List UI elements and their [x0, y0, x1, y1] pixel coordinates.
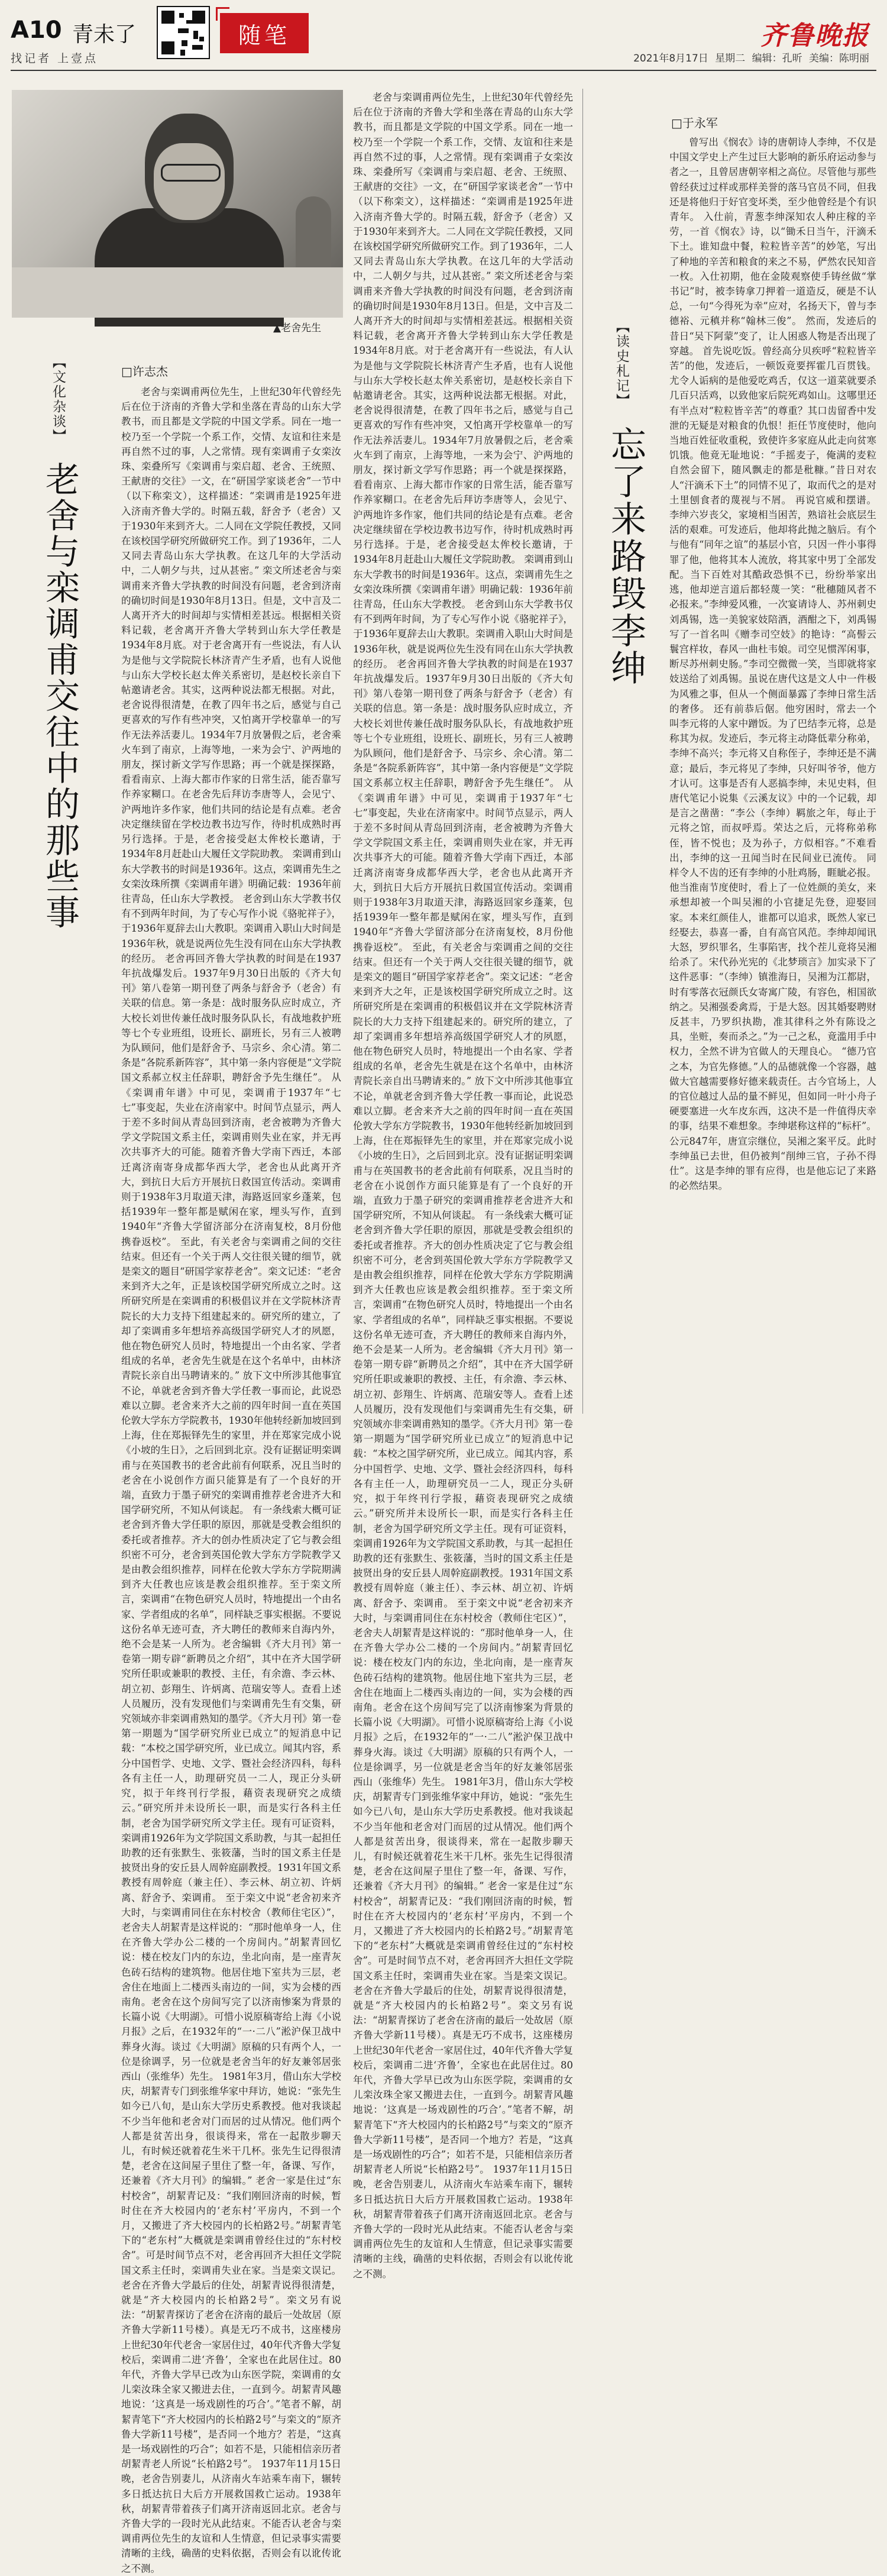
page-number: A10 [11, 17, 62, 44]
photo-figure-glasses [161, 164, 221, 182]
issue-meta [633, 50, 869, 64]
photo-desk [12, 267, 343, 318]
newspaper-logo: 齐鲁晚报 [760, 21, 869, 51]
right-article-body: 曾写出《悯农》诗的唐朝诗人李绅，不仅是中国文学史上产生过巨大影响的新乐府运动参与者之一，且曾居唐朝宰相之高位。尽管他与那些曾经获过过样或那样美誉的落马官员不同，但我还是将他归于好官变坏类，至少他曾经是个有识青年。 入仕前，青葱李绅深知农人种庄稼的辛劳，一首《悯农》诗，以“锄禾日当午，汗滴禾下土。谁知盘中餐，粒粒皆辛苦”的妙笔，写出了种地的辛苦和粮食的来之不易，俨然农民知音一枚。入仕初期，他在金陵观察使手铸丝做“掌书记”时，被李铸拿刀押着一道造反，硬是不认总，一句“今得死为幸”应对，名扬天下，曾与李德裕、元稹并称“翰林三俊”。 然而，发迹后的昔日“吴下阿蒙”变了，让人困惑人物是否出现了穿越。 首先说吃饭。曾经高分贝疾呼“粒粒皆辛苦”的他，发迹后，一顿饭竟要挥霍几百贯钱。尤令人诟病的是他爱吃鸡舌，仅这一道菜就要杀几百只活鸡，以致他家后院死鸡如山。这哪里还有半点对“粒粒皆辛苦”的尊重？其口齿留香中发泄的无疑是对粮食的仇恨！拒任节度使时，他向当地百姓征收重税，致使许多家庭从此走向贫寒饥饿。他竟无耻地说：“手摇麦子，俺满的麦粒自然会留下，随风飘走的都是秕糠。”昔日对农人“汗滴禾下土”的同情不见了，取而代之的是对土里刨食者的蔑视与不屑。 再说官威和摆谱。李绅六岁丧父，家境相当困苦，熟谙社会底层生活的艰难。可发迹后，他却将此抛之脑后。有个与他有“同年之谊”的基层小官，只因一件小事得罪了他，他将其本人流放，将其家中男丁全部发配。当下百姓对其酷政恐惧不已，纷纷举家出逃，他却逆言道后都轻蔑一笑：“秕穗随风者不必报来。”李绅爱风雅，一次宴请诗人、苏州刺史刘禹锡，选一美貌家妓陪酒，酒酣之下，刘禹锡写了一首名叫《赠李司空妓》的艳诗：“高髻云鬟宫样妆，春风一曲杜韦娘。司空见惯浑闲事，断尽苏州刺史肠。”李司空微微一笑，当即就将家妓送给了刘禹锡。虽说在唐代这是文人中一件极为风雅之事，但从一个侧面暴露了李绅日常生活的奢侈。 还有前恭后倨。他穷困时，常去一个叫李元将的人家中蹭饭。为了巴结李元将，总是称其为叔。发迹后，李元将主动降低辈分称弟，李绅不高兴；李元将又自称侄子，李绅还是不满意；最后，李元将见了李绅，只好叫爷爷，他方才认可。这事是否有人恶搞李绅，未见史料，但唐代笔记小说集《云溪友议》中的一个记载，却是言之凿凿：“李公（李绅）羁旅之年，每止于元将之馆，而叔呼焉。荣达之后，元将称弟称侄，皆不悦也；及为孙子，方似相容。”不难看出，李绅的这一丑闻当时在民间业已流传。 同样令人不齿的还有李绅的小肚鸡肠，睚眦必报。他当淮南节度使时，看上了一位姓颜的美女，来承想却被一个叫吴湘的小官捷足先登，迎娶回家。本来红颜佳人，谁都可以追求，既然人家已经娶去，恭喜一番，自有高官风范。李绅却闻讯大怒，罗织罪名，生事陷害，找个茬儿竟将吴湘给杀了。宋代孙光宪的《北梦琐言》加实录下了这件恶事：“（李绅）镇淮海日，吴湘为江都尉，时有零落衣冠颜氏女寄寓广陵，有容色，相国欲纳之。吴湘强委禽焉，于是大怒。因其婚娶聘财反甚丰，乃罗织执勘，准其律科之外有陈设之具，坐赃，奏而杀之。”为一己之私，竟滥用手中权力，全然不讲为官做人的天理良心。 “德乃官之本，为官先修德。”人的品德就像一个容器，越做大官越需要修好德来载责任。古今官场上，人的官位越过人品的量不鲜见，但如同一叶小舟子硬要塞进一火车皮东西，这决不是一件值得庆幸的事，结果不难想象。李绅堪称这样的“标杆”。公元847年，唐宣宗继位，吴湘之案平反。此时李绅虽已去世，但仍被判“削绅三官，子孙不得仕”。这是李绅的罪有应得，也是他忘记了来路的必然结果。 [669, 137, 876, 1192]
column-divider [582, 89, 583, 1414]
photo-figure-face [154, 143, 225, 220]
left-article-body-col1: 老舍与栾调甫两位先生，上世纪30年代曾经先后在位于济南的齐鲁大学和坐落在青岛的山东大学教书，而且都是文学院的中国文学系。同在一地一校乃至一个学院一个系工作，交情、友谊和往来是再自然不过的事，人之常情。现有栾调甫子女栾汝珠、栾叠所写《栾调甫与栾启超、老舍、王统照、王献唐的交往》一文，在“研国学家谈老舍”一节中（以下称栾文），这样描述：“栾调甫是1925年进入济南齐鲁大学的。时隔五载，舒舍予（老舍）又于1930年来到齐大。二人同在文学院任教授，又同在该校国学研究所做研究工作。到了1936年，二人又同去青岛山东大学执教。在这几年的大学活动中，二人朝夕与共，过从甚密。” 栾文所述老舍与栾调甫来齐鲁大学执教的时间没有问题，老舍到济南的确切时间是1930年8月13日。但是，文中言及二人离开齐大的时间却与实情相差甚远。根据相关资料记载，老舍离开齐鲁大学转到山东大学任教是1934年8月底。对于老舍离开有一些说法，有人认为是他与文学院院长林济青产生矛盾，也有人说他与山东大学校长赵太侔关系密切，是赵校长亲自下帖邀请老舍。其实，这两种说法都无根据。对此，老舍说得很清楚，在教了四年书之后，感觉与自己更喜欢的写作有些冲突，又怕离开学校靠单一的写作无法养活妻儿。1934年7月放暑假之后，老舍乘火车到了南京，上海等地，一来为会宁、沪两地的朋友，探讨新文学写作思路；再一个就是探探路，看看南京、上海大都市作家的日常生活，能否靠写作养家糊口。在老舍先后拜访李唐等人，会见宁、沪两地许多作家，他们共同的结论是有点难。老舍决定继续留在学校边教书边写作，待时机成熟时再另行选择。于是，老舍接受赵太侔校长邀请，于1934年8月赶赴山大履任文学院助教。 栾调甫到山东大学教书的时间是1936年。这点，栾调甫先生之女栾汝珠所撰《栾调甫年谱》明确记载：1936年前往青岛，任山东大学教授。 老舍到山东大学教书仅有不到两年时间，为了专心写作小说《骆驼祥子》，于1936年夏辞去山大教职。栾调甫入职山大时间是1936年秋，就是说两位先生没有同在山东大学执教的经历。 老舍再回齐鲁大学执教的时间是在1937年抗战爆发后。1937年9月30日出版的《齐大旬刊》第八卷第一期刊登了两条与舒舍予（老舍）有关联的信息。第一条是：战时服务队应时成立，齐大校长刘世传兼任战时服务队队长，有战地救护班等七个专业班组，设班长、副班长，另有三人被聘为队顾问，他们是舒舍予、马宗乡、余心清。第二条是“各院系新阵容”，其中第一条内容便是“文学院国文系郝立权主任辞职，聘舒舍予先生继任”。 从《栾调甫年谱》中可见，栾调甫于1937年“七七”事变起，失业在济南家中。时间节点显示，两人于差不多时间从青岛回到济南，老舍被聘为齐鲁大学文学院国文系主任，栾调甫则失业在家，并无再次共事齐大的可能。随着齐鲁大学南下西迁，本部迁离济南寄身成都华西大学，老舍也从此离开齐大，到抗日大后方开展抗日救国宣传活动。栾调甫则于1938年3月取道天津，海路返回家乡蓬莱，包括1939年一整年都是赋闲在家，埋头写作，直到1940年“齐鲁大学留济部分在济南复校，8月份他携眷返校”。 至此，有关老舍与栾调甫之间的交往结束。但还有一个关于两人交往很关键的细节，就是栾文的题目“研国学家荐老舍”。栾文记述：“老舍来到齐大之年，正是该校国学研究所成立之时。这所研究所是在栾调甫的积极倡议并在文学院林济青院长的大力支持下组建起来的。研究所的建立，了却了栾调甫多年想培养高级国学研究人才的夙愿，他在物色研究人员时，特地提出一个由名家、学者组成的名单，老舍先生就是在这个名单中，由林济青院长亲自出马聘请来的。” 放下文中所涉其他事宜不论，单就老舍到齐鲁大学任教一事而论，此说恐难以立脚。老舍来齐大之前的四年时间一直在英国伦敦大学东方学院教书，1930年他转经新加坡回到上海，住在郑振铎先生的家里，并在郑家完成小说《小坡的生日》，之后回到北京。没有证据证明栾调甫与在英国教书的老舍此前有何联系，况且当时的老舍在小说创作方面只能算是有了一个良好的开端，直致力于墨子研究的栾调甫推荐老舍进齐大和国学研究所，不知从何谈起。 有一条线索大概可证老舍到齐鲁大学任职的原因，那就是受教会组织的委托或者推荐。齐大的创办性质决定了它与教会组织密不可分，老舍到英国伦敦大学东方学院教学又是由教会组织推荐，同样在伦敦大学东方学院期满到齐大任教也应该是教会组织推荐。至于栾文所言，栾调甫“在物色研究人员时，特地提出一个由名家、学者组成的名单”，同样缺乏事实根据。不要说这份名单无迹可查，齐大聘任的教师来自海内外，绝不会是某一人所为。老舍编辑《齐大月刊》第一卷第一期专辟“新聘员之介绍”，其中在齐大国学研究所任职或兼职的教授、主任，有余澹、李云林、胡立初、彭翔生、许炳离、范瑞安等人。查看上述人员履历，没有发现他们与栾调甫先生有交集，研究领域亦非栾调甫熟知的墨学。《齐大月刊》第一卷第一期题为“国学研究所业已成立”的短消息中记载：“本校之国学研究所，业已成立。闻其内容，系分中国哲学、史地、文学、暨社会经济四科，每科各有主任一人，助理研究员一二人，现正分头研究，拟于年终刊行学报，藉资表现研究之成绩云。”研究所并未设所长一职，而是实行各科主任制，老舍为国学研究所文学主任。现有可证资料，栾调甫1926年为文学院国文系助教，与其一起担任助教的还有张默生、张筱藩，当时的国文系主任是披贤出身的安丘县人周幹庭副教授。1931年国文系教授有周幹庭（兼主任）、李云林、胡立初、许炳离、舒舍予、栾调甫。 至于栾文中说“老舍初来齐大时，与栾调甫同住在东村校舍（教师住宅区）”，老舍夫人胡絜青是这样说的：“那时他单身一人，住在齐鲁大学办公二楼的一个房间内。”胡絜青回忆说：楼在校友门内的东边，坐北向南，是一座青灰色砖石结构的建筑物。他居住地下室共为三层，老舍住在地面上二楼西头南边的一间，实为会楼的西南角。老舍在这个房间写完了以济南惨案为背景的长篇小说《大明湖》。可惜小说原稿寄给上海《小说月报》之后，在1932年的“一·二八”淞沪保卫战中葬身火海。谈过《大明湖》原稿的只有两个人，一位是徐调孚，另一位就是老舍当年的好友兼邻居张西山（张维华）先生。 1981年3月，借山东大学校庆，胡絜青专门到张维华家中拜访，她说：“张先生如今已八旬，是山东大学历史系教授。他对我谈起不少当年他和老舍对门而居的过从情况。他们两个人都是贫苦出身，很谈得来，常在一起散步聊天儿，有时候还就着花生米干几杯。张先生记得很清楚，老舍在这间屋子里住了整一年，备课、写作，还兼着《齐大月刊》的编辑。” 老舍一家是住过“东村校舍”，胡絜青记及：“我们刚回济南的时候，暂时住在齐大校园内的‘老东村’平房内，不到一个月，又搬进了齐大校园内的长柏路2号。”胡絜青笔下的“老东村”大概就是栾调甫曾经住过的“东村校舍”。可是时间节点不对，老舍再回齐大担任文学院国文系主任时，栾调甫失业在家。当是栾文误记。 老舍在齐鲁大学最后的住处，胡絜青说得很清楚，就是“齐大校园内的长柏路2号”。栾文另有说法：“胡絜青探访了老舍在济南的最后一处故居（原齐鲁大学新11号楼）。真是无巧不成书，这座楼房上世纪30年代老舍一家居住过，40年代齐鲁大学复校后，栾调甫二进‘齐鲁’，全家也在此居住过。80年代，齐鲁大学早已改为山东医学院，栾调甫的女儿栾汝珠全家又搬进去住，一直到今。胡絜青风趣地说：‘这真是一场戏剧性的巧合’。”笔者不解，胡絜青笔下“齐大校园内的长柏路2号”与栾文的“原齐鲁大学新11号楼”，是否同一个地方？若是，“这真是一场戏剧性的巧合”；如若不是，只能相信亲历者胡絜青老人所说“长柏路2号”。 1937年11月15日晚，老舍告别妻儿，从济南火车站乘车南下，辗转多日抵达抗日大后方开展救国救亡运动。1938年秋，胡絜青带着孩子们离开济南返回北京。老舍与齐鲁大学的一段时光从此结束。不能否认老舍与栾调甫两位先生的友谊和人生情意，但记录事实需要清晰的主线，确凿的史料依据，否则会有以讹传讹之不测。 [121, 386, 341, 2574]
left-article-body-col2: 老舍与栾调甫两位先生，上世纪30年代曾经先后在位于济南的齐鲁大学和坐落在青岛的山东大学教书，而且都是文学院的中国文学系。同在一地一校乃至一个学院一个系工作，交情、友谊和往来是再自然不过的事，人之常情。现有栾调甫子女栾汝珠、栾叠所写《栾调甫与栾启超、老舍、王统照、王献唐的交往》一文，在“研国学家谈老舍”一节中（以下称栾文），这样描述：“栾调甫是1925年进入济南齐鲁大学的。时隔五载，舒舍予（老舍）又于1930年来到齐大。二人同在文学院任教授，又同在该校国学研究所做研究工作。到了1936年，二人又同去青岛山东大学执教。在这几年的大学活动中，二人朝夕与共，过从甚密。” 栾文所述老舍与栾调甫来齐鲁大学执教的时间没有问题，老舍到济南的确切时间是1930年8月13日。但是，文中言及二人离开齐大的时间却与实情相差甚远。根据相关资料记载，老舍离开齐鲁大学转到山东大学任教是1934年8月底。对于老舍离开有一些说法，有人认为是他与文学院院长林济青产生矛盾，也有人说他与山东大学校长赵太侔关系密切，是赵校长亲自下帖邀请老舍。其实，这两种说法都无根据。对此，老舍说得很清楚，在教了四年书之后，感觉与自己更喜欢的写作有些冲突，又怕离开学校靠单一的写作无法养活妻儿。1934年7月放暑假之后，老舍乘火车到了南京，上海等地，一来为会宁、沪两地的朋友，探讨新文学写作思路；再一个就是探探路，看看南京、上海大都市作家的日常生活，能否靠写作养家糊口。在老舍先后拜访李唐等人，会见宁、沪两地许多作家，他们共同的结论是有点难。老舍决定继续留在学校边教书边写作，待时机成熟时再另行选择。于是，老舍接受赵太侔校长邀请，于1934年8月赶赴山大履任文学院助教。 栾调甫到山东大学教书的时间是1936年。这点，栾调甫先生之女栾汝珠所撰《栾调甫年谱》明确记载：1936年前往青岛，任山东大学教授。 老舍到山东大学教书仅有不到两年时间，为了专心写作小说《骆驼祥子》，于1936年夏辞去山大教职。栾调甫入职山大时间是1936年秋，就是说两位先生没有同在山东大学执教的经历。 老舍再回齐鲁大学执教的时间是在1937年抗战爆发后。1937年9月30日出版的《齐大旬刊》第八卷第一期刊登了两条与舒舍予（老舍）有关联的信息。第一条是：战时服务队应时成立，齐大校长刘世传兼任战时服务队队长，有战地救护班等七个专业班组，设班长、副班长，另有三人被聘为队顾问，他们是舒舍予、马宗乡、余心清。第二条是“各院系新阵容”，其中第一条内容便是“文学院国文系郝立权主任辞职，聘舒舍予先生继任”。 从《栾调甫年谱》中可见，栾调甫于1937年“七七”事变起，失业在济南家中。时间节点显示，两人于差不多时间从青岛回到济南，老舍被聘为齐鲁大学文学院国文系主任，栾调甫则失业在家，并无再次共事齐大的可能。随着齐鲁大学南下西迁，本部迁离济南寄身成都华西大学，老舍也从此离开齐大，到抗日大后方开展抗日救国宣传活动。栾调甫则于1938年3月取道天津，海路返回家乡蓬莱，包括1939年一整年都是赋闲在家，埋头写作，直到1940年“齐鲁大学留济部分在济南复校，8月份他携眷返校”。 至此，有关老舍与栾调甫之间的交往结束。但还有一个关于两人交往很关键的细节，就是栾文的题目“研国学家荐老舍”。栾文记述：“老舍来到齐大之年，正是该校国学研究所成立之时。这所研究所是在栾调甫的积极倡议并在文学院林济青院长的大力支持下组建起来的。研究所的建立，了却了栾调甫多年想培养高级国学研究人才的夙愿，他在物色研究人员时，特地提出一个由名家、学者组成的名单，老舍先生就是在这个名单中，由林济青院长亲自出马聘请来的。” 放下文中所涉其他事宜不论，单就老舍到齐鲁大学任教一事而论，此说恐难以立脚。老舍来齐大之前的四年时间一直在英国伦敦大学东方学院教书，1930年他转经新加坡回到上海，住在郑振铎先生的家里，并在郑家完成小说《小坡的生日》，之后回到北京。没有证据证明栾调甫与在英国教书的老舍此前有何联系，况且当时的老舍在小说创作方面只能算是有了一个良好的开端，直致力于墨子研究的栾调甫推荐老舍进齐大和国学研究所，不知从何谈起。 有一条线索大概可证老舍到齐鲁大学任职的原因，那就是受教会组织的委托或者推荐。齐大的创办性质决定了它与教会组织密不可分，老舍到英国伦敦大学东方学院教学又是由教会组织推荐，同样在伦敦大学东方学院期满到齐大任教也应该是教会组织推荐。至于栾文所言，栾调甫“在物色研究人员时，特地提出一个由名家、学者组成的名单”，同样缺乏事实根据。不要说这份名单无迹可查，齐大聘任的教师来自海内外，绝不会是某一人所为。老舍编辑《齐大月刊》第一卷第一期专辟“新聘员之介绍”，其中在齐大国学研究所任职或兼职的教授、主任，有余澹、李云林、胡立初、彭翔生、许炳离、范瑞安等人。查看上述人员履历，没有发现他们与栾调甫先生有交集，研究领域亦非栾调甫熟知的墨学。《齐大月刊》第一卷第一期题为“国学研究所业已成立”的短消息中记载：“本校之国学研究所，业已成立。闻其内容，系分中国哲学、史地、文学、暨社会经济四科，每科各有主任一人，助理研究员一二人，现正分头研究，拟于年终刊行学报，藉资表现研究之成绩云。”研究所并未设所长一职，而是实行各科主任制，老舍为国学研究所文学主任。现有可证资料，栾调甫1926年为文学院国文系助教，与其一起担任助教的还有张默生、张筱藩，当时的国文系主任是披贤出身的安丘县人周幹庭副教授。1931年国文系教授有周幹庭（兼主任）、李云林、胡立初、许炳离、舒舍予、栾调甫。 至于栾文中说“老舍初来齐大时，与栾调甫同住在东村校舍（教师住宅区）”，老舍夫人胡絜青是这样说的：“那时他单身一人，住在齐鲁大学办公二楼的一个房间内。”胡絜青回忆说：楼在校友门内的东边，坐北向南，是一座青灰色砖石结构的建筑物。他居住地下室共为三层，老舍住在地面上二楼西头南边的一间，实为会楼的西南角。老舍在这个房间写完了以济南惨案为背景的长篇小说《大明湖》。可惜小说原稿寄给上海《小说月报》之后，在1932年的“一·二八”淞沪保卫战中葬身火海。谈过《大明湖》原稿的只有两个人，一位是徐调孚，另一位就是老舍当年的好友兼邻居张西山（张维华）先生。 1981年3月，借山东大学校庆，胡絜青专门到张维华家中拜访，她说：“张先生如今已八旬，是山东大学历史系教授。他对我谈起不少当年他和老舍对门而居的过从情况。他们两个人都是贫苦出身，很谈得来，常在一起散步聊天儿，有时候还就着花生米干几杯。张先生记得很清楚，老舍在这间屋子里住了整一年，备课、写作，还兼着《齐大月刊》的编辑。” 老舍一家是住过“东村校舍”，胡絜青记及：“我们刚回济南的时候，暂时住在齐大校园内的‘老东村’平房内，不到一个月，又搬进了齐大校园内的长柏路2号。”胡絜青笔下的“老东村”大概就是栾调甫曾经住过的“东村校舍”。可是时间节点不对，老舍再回齐大担任文学院国文系主任时，栾调甫失业在家。当是栾文误记。 老舍在齐鲁大学最后的住处，胡絜青说得很清楚，就是“齐大校园内的长柏路2号”。栾文另有说法：“胡絜青探访了老舍在济南的最后一处故居（原齐鲁大学新11号楼）。真是无巧不成书，这座楼房上世纪30年代老舍一家居住过，40年代齐鲁大学复校后，栾调甫二进‘齐鲁’，全家也在此居住过。80年代，齐鲁大学早已改为山东医学院，栾调甫的女儿栾汝珠全家又搬进去住，一直到今。胡絜青风趣地说：‘这真是一场戏剧性的巧合’。”笔者不解，胡絜青笔下“齐大校园内的长柏路2号”与栾文的“原齐鲁大学新11号楼”，是否同一个地方？若是，“这真是一场戏剧性的巧合”；如若不是，只能相信亲历者胡絜青老人所说“长柏路2号”。 1937年11月15日晚，老舍告别妻儿，从济南火车站乘车南下，辗转多日抵达抗日大后方开展救国救亡运动。1938年秋，胡絜青带着孩子们离开济南返回北京。老舍与齐鲁大学的一段时光从此结束。不能否认老舍与栾调甫两位先生的友谊和人生情意，但记录事实需要清晰的主线，确凿的史料依据，否则会有以讹传讹之不测。 [353, 92, 573, 2280]
left-article-author: □许志杰 [121, 364, 168, 379]
designer: 美编：陈明丽 [809, 53, 869, 64]
issue-weekday: 星期二 [715, 53, 746, 64]
right-article-author: □于永军 [671, 116, 718, 130]
qr-code-icon[interactable] [157, 6, 210, 59]
right-column-tag: 【读史札记】 [614, 319, 629, 408]
portrait-photo [12, 90, 343, 318]
editor: 编辑：孔昕 [752, 53, 802, 64]
left-column-tag: 【文化杂谈】 [50, 355, 66, 444]
section-tag: 随笔 [220, 13, 309, 53]
slogan: 找记者 上壹点 [11, 52, 99, 65]
left-article-title: 老舍与栾调甫交往中的那些事 [40, 461, 80, 930]
issue-date: 2021年8月17日 [633, 53, 708, 64]
right-article-title: 忘了来路毁李绅 [605, 426, 646, 687]
section-name: 青未了 [72, 22, 137, 47]
photo-vase [296, 196, 331, 273]
header-rule [11, 70, 876, 71]
photo-caption: ▲老舍先生 [273, 322, 322, 334]
